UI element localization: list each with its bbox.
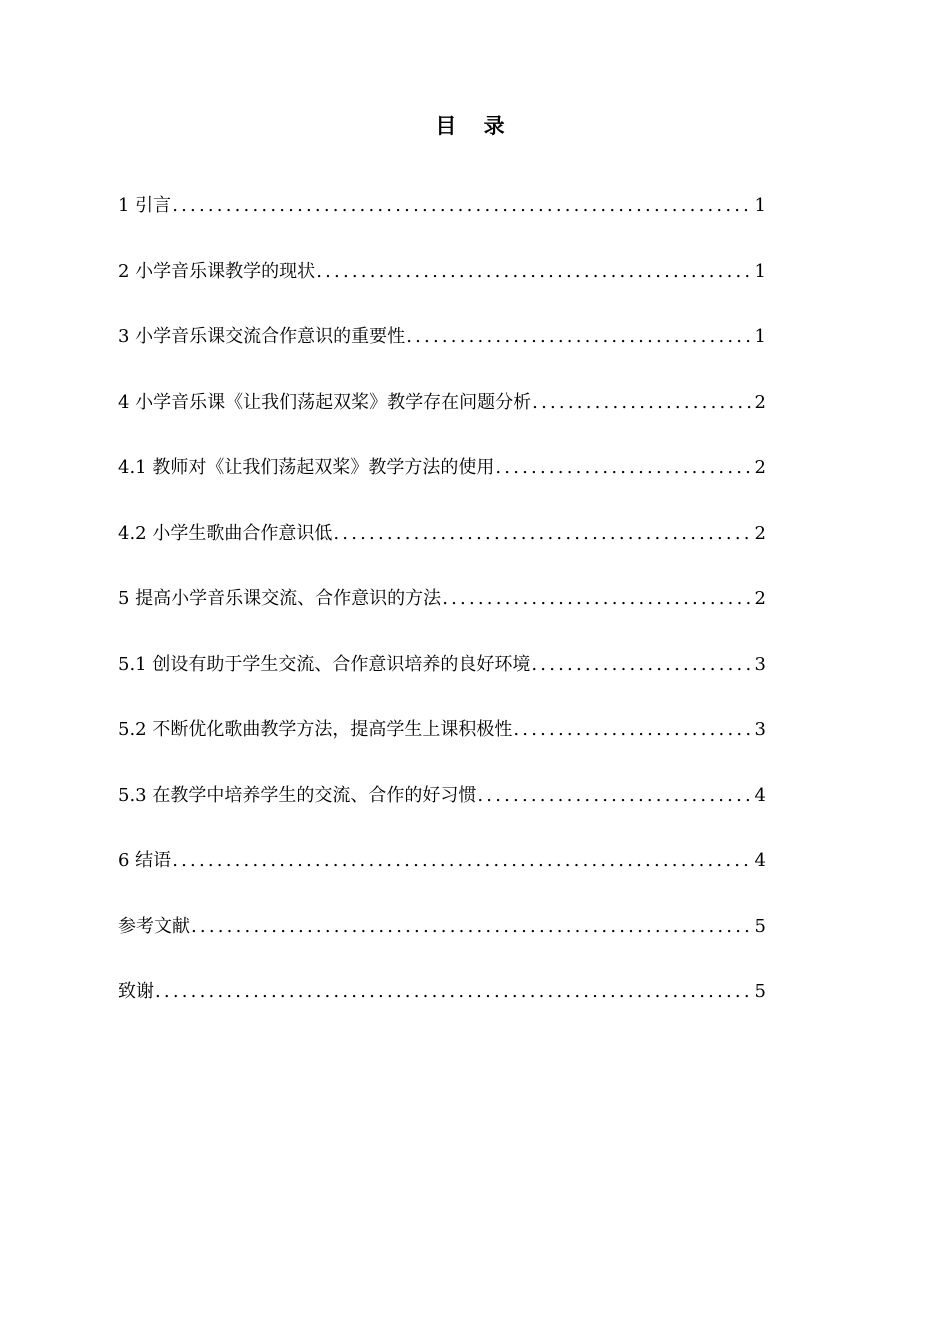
toc-entry-label: 2 小学音乐课教学的现状	[118, 260, 316, 282]
dot-leader	[316, 256, 752, 288]
toc-entry[interactable]	[118, 976, 766, 1042]
toc-entry[interactable]	[118, 256, 766, 322]
toc-entry-label: 3 小学音乐课交流合作意识的重要性	[118, 326, 406, 347]
dot-leader	[172, 845, 752, 877]
dot-leader	[532, 387, 752, 419]
dot-leader	[477, 780, 752, 812]
toc-entry[interactable]	[118, 911, 766, 977]
toc-entry[interactable]	[118, 190, 766, 256]
toc-entry[interactable]	[118, 649, 766, 715]
toc-entry-page-number: 1	[754, 326, 766, 347]
toc-entry-page-number: 4	[754, 850, 766, 871]
toc-entry-label: 5 提高小学音乐课交流、合作意识的方法	[118, 588, 442, 609]
toc-entry[interactable]	[118, 321, 766, 387]
toc-entry-page-number: 2	[754, 588, 766, 609]
toc-entry-page-number: 2	[754, 391, 766, 413]
toc-entry-label: 1 引言	[118, 195, 172, 216]
dot-leader	[172, 190, 752, 222]
toc-title: 目 录	[435, 114, 515, 138]
dot-leader	[495, 452, 752, 484]
dot-leader	[333, 518, 752, 550]
toc-entry[interactable]	[118, 714, 766, 780]
toc-entry[interactable]	[118, 452, 766, 518]
toc-entry[interactable]	[118, 583, 766, 649]
toc-entry-page-number: 1	[754, 260, 766, 282]
dot-leader	[191, 911, 753, 943]
toc-entry-label: 5.3 在教学中培养学生的交流、合作的好习惯	[118, 784, 477, 806]
toc-entry-page-number: 3	[754, 719, 766, 740]
toc-entry-label: 4.2 小学生歌曲合作意识低	[118, 522, 333, 544]
toc-entry-page-number: 5	[754, 981, 766, 1002]
dot-leader	[513, 714, 752, 746]
dot-leader	[155, 976, 753, 1008]
toc-entry[interactable]	[118, 780, 766, 846]
toc-entry-page-number: 1	[754, 195, 766, 216]
toc-entry-page-number: 5	[754, 915, 766, 937]
toc-entry-page-number: 3	[754, 653, 766, 675]
toc-entry-page-number: 4	[754, 784, 766, 806]
dot-leader	[442, 583, 752, 615]
toc-entry-page-number: 2	[754, 457, 766, 478]
toc-entry-label: 5.1 创设有助于学生交流、合作意识培养的良好环境	[118, 653, 531, 675]
toc-entry-page-number: 2	[754, 522, 766, 544]
toc-entry-label: 致谢	[118, 981, 154, 1002]
dot-leader	[406, 321, 752, 353]
dot-leader	[531, 649, 752, 681]
toc-entry-label: 参考文献	[118, 915, 190, 937]
toc-entry-label: 5.2 不断优化歌曲教学方法，提高学生上课积极性	[118, 719, 513, 740]
toc-entry[interactable]	[118, 518, 766, 584]
toc-list	[118, 190, 766, 1042]
toc-entry[interactable]	[118, 845, 766, 911]
toc-entry-label: 6 结语	[118, 850, 172, 871]
toc-entry-label: 4.1 教师对《让我们荡起双桨》教学方法的使用	[118, 457, 495, 478]
toc-entry-label: 4 小学音乐课《让我们荡起双桨》教学存在问题分析	[118, 391, 532, 413]
toc-entry[interactable]	[118, 387, 766, 453]
